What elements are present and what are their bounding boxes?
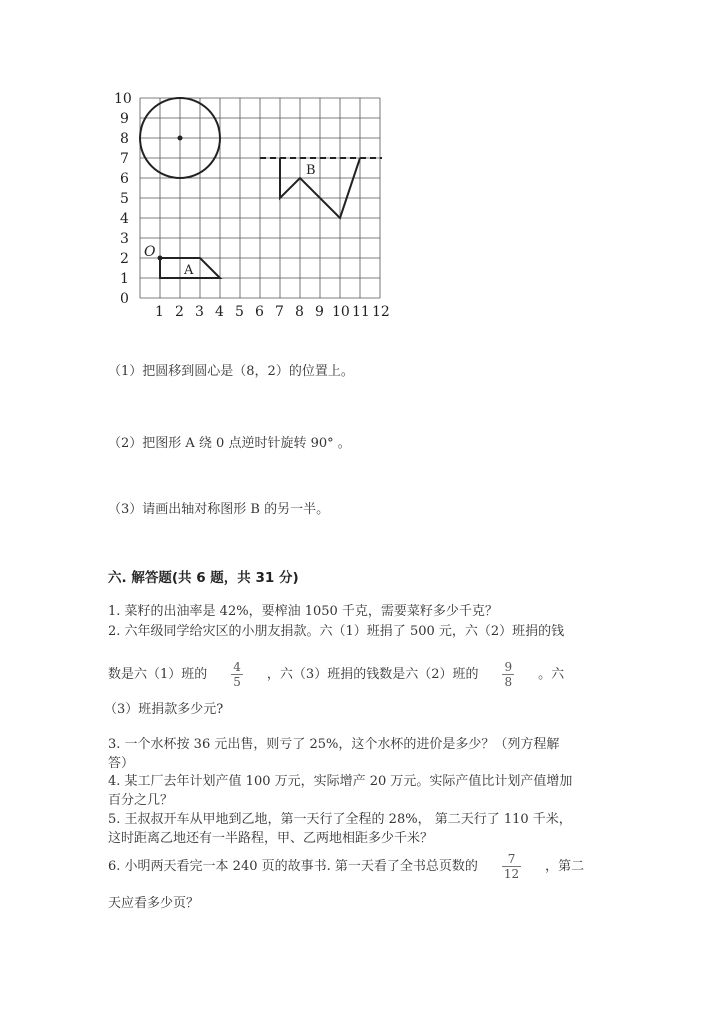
fraction-9-8: $\frac{9}{8}$: [504, 660, 513, 689]
grid-svg: [108, 88, 398, 328]
problem-5-line-1: 5. 王叔叔开车从甲地到乙地，第一天行了全程的 28%， 第二天行了 110 千米，: [108, 812, 572, 827]
svg-text:3: 3: [120, 231, 129, 247]
problem-2-line-2: 数是六（1）班的 $\frac{4}{5}$ ，六（3）班捐的钱数是六（2）班的 $\frac{9}{8}$ 。六: [108, 660, 565, 689]
subquestion-1: （1）把圆移到圆心是（8，2）的位置上。: [108, 364, 354, 379]
coordinate-grid-figure: [108, 88, 398, 328]
fraction-4-5: $\frac{4}{5}$: [233, 660, 241, 689]
section-title: 六. 解答题(共 6 题，共 31 分): [108, 570, 299, 586]
problem-3-line-2: 答）: [108, 756, 135, 771]
svg-text:7: 7: [275, 304, 284, 320]
shape-b-label: B: [306, 163, 316, 178]
svg-text:2: 2: [120, 251, 129, 267]
svg-text:9: 9: [120, 111, 129, 127]
origin-label: O: [144, 244, 156, 260]
fraction-7-12: $\frac{7}{12}$: [503, 852, 520, 881]
problem-6-line-1: 6. 小明两天看完一本 240 页的故事书. 第一天看了全书总页数的 $\frac{7}{12}$ ，第二: [108, 852, 585, 881]
circle-center-dot: [178, 136, 183, 141]
svg-text:1: 1: [155, 304, 164, 320]
problem-4-line-1: 4. 某工厂去年计划产值 100 万元，实际增产 20 万元。实际产值比计划产值增加: [108, 774, 573, 789]
subquestion-2: （2）把图形 A 绕 0 点逆时针旋转 90° 。: [108, 436, 351, 451]
svg-text:2: 2: [175, 304, 184, 320]
problem-6-line-2: 天应看多少页？: [108, 896, 200, 911]
problem-5-line-2: 这时距离乙地还有一半路程，甲、乙两地相距多少千米？: [108, 831, 434, 846]
subquestion-3: （3）请画出轴对称图形 B 的另一半。: [108, 502, 330, 517]
svg-text:0: 0: [120, 291, 129, 307]
svg-text:8: 8: [295, 304, 304, 320]
svg-text:10: 10: [332, 304, 350, 320]
problem-2-line-1: 2. 六年级同学给灾区的小朋友捐款。六（1）班捐了 500 元，六（2）班捐的钱: [108, 624, 565, 639]
origin-point: [158, 256, 163, 261]
grid-lines: [140, 98, 380, 298]
problem-3-line-1: 3. 一个水杯按 36 元出售，则亏了 25%，这个水杯的进价是多少？（列方程解: [108, 737, 560, 752]
svg-text:10: 10: [114, 91, 132, 107]
svg-text:11: 11: [352, 304, 370, 320]
problem-1: 1. 菜籽的出油率是 42%，要榨油 1050 千克，需要菜籽多少千克？: [108, 604, 498, 619]
svg-text:5: 5: [235, 304, 244, 320]
svg-text:4: 4: [215, 304, 224, 320]
svg-text:1: 1: [120, 271, 129, 287]
svg-text:4: 4: [120, 211, 129, 227]
problem-2-line-3: （3）班捐款多少元?: [104, 702, 224, 717]
svg-text:5: 5: [120, 191, 129, 207]
svg-text:12: 12: [372, 304, 390, 320]
svg-text:6: 6: [255, 304, 264, 320]
problem-4-line-2: 百分之几？: [108, 793, 174, 808]
svg-text:8: 8: [120, 131, 129, 147]
svg-text:9: 9: [315, 304, 324, 320]
svg-text:3: 3: [195, 304, 204, 320]
svg-text:6: 6: [120, 171, 129, 187]
svg-text:7: 7: [120, 151, 129, 167]
shape-a-label: A: [184, 263, 194, 278]
